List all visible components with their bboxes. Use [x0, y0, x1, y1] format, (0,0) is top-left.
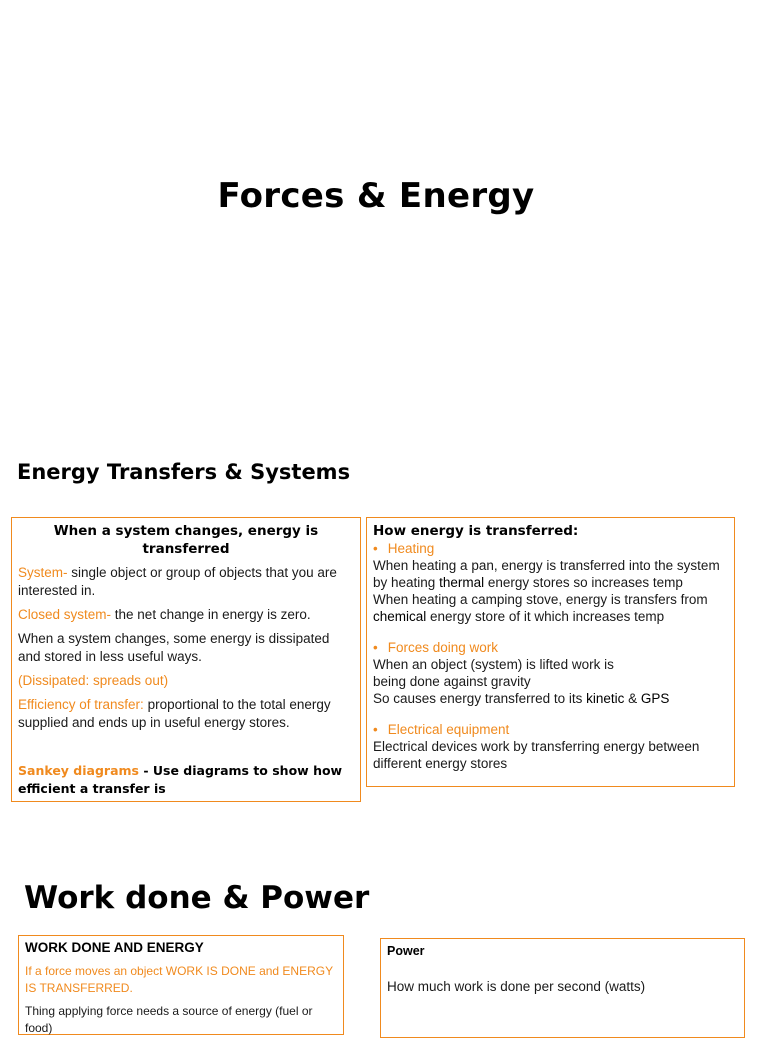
system-changes-box	[11, 517, 361, 802]
efficiency-term: Efficiency of transfer:	[18, 697, 144, 712]
efficiency-definition	[18, 696, 354, 732]
heating-line-1: When heating a pan, energy is transferred into the system	[373, 558, 720, 573]
heating-line-3: When heating a camping stove, energy is transfers from	[373, 592, 708, 607]
forces-line-3	[373, 690, 728, 707]
efficiency-def: proportional to the total energy supplied and ends up in useful energy stores.	[18, 697, 331, 730]
power-box	[380, 938, 745, 1038]
forces-line-1: When an object (system) is lifted work is	[373, 657, 614, 672]
kinetic-term: kinetic	[586, 691, 625, 706]
closed-system-def: the net change in energy is zero.	[111, 607, 311, 622]
work-done-text: Thing applying force needs a source of energy (fuel or food)	[25, 1004, 313, 1035]
electrical-line-1: Electrical devices work by transferring energy between	[373, 739, 700, 754]
how-energy-transferred-title: How energy is transferred:	[373, 523, 579, 539]
heating-line-2c: energy stores so increases temp	[484, 575, 683, 590]
energy-transfers-heading: Energy Transfers & Systems	[17, 460, 351, 484]
system-changes-title: When a system changes, energy is transferred	[53, 523, 319, 557]
gps-term: GPS	[640, 691, 670, 706]
page-title: Forces & Energy	[217, 176, 535, 216]
work-done-title: WORK DONE AND ENERGY	[25, 940, 204, 955]
dissipated-def: spreads out)	[89, 673, 169, 688]
forces-bullet: • Forces doing work	[373, 639, 728, 656]
electrical-line-2: different energy stores	[373, 756, 508, 771]
heating-bullet: • Heating	[373, 540, 728, 557]
forces-line-2: being done against gravity	[373, 674, 531, 689]
heating-line-4	[373, 608, 728, 625]
dissipated-term: (Dissipated:	[18, 673, 90, 688]
power-title: Power	[387, 944, 425, 958]
power-text: How much work is done per second (watts)	[387, 979, 646, 994]
sankey-term: Sankey diagrams	[18, 763, 139, 778]
system-definition	[18, 564, 354, 600]
how-energy-transferred-box	[366, 517, 735, 787]
heating-line-4b: energy store of it which increases temp	[426, 609, 665, 624]
closed-system-definition	[18, 606, 354, 624]
system-def: single object or group of objects that you are interested in.	[18, 565, 337, 598]
electrical-bullet: • Electrical equipment	[373, 721, 728, 738]
chemical-term: chemical	[373, 609, 427, 624]
closed-system-term: Closed system-	[18, 607, 112, 622]
dissipated-definition	[18, 672, 354, 690]
forces-line-3a: So causes energy transferred to its	[373, 691, 587, 706]
heating-line-2	[373, 574, 728, 591]
work-done-orange-text: If a force moves an object WORK IS DONE and ENERGY IS TRANSFERRED.	[25, 964, 333, 995]
work-done-box	[18, 935, 344, 1035]
sankey-definition	[18, 762, 354, 798]
system-term: System-	[18, 565, 68, 580]
forces-line-3c: &	[624, 691, 641, 706]
sankey-def: - Use diagrams to show how efficient a transfer is	[18, 763, 343, 796]
work-done-heading: Work done & Power	[24, 880, 370, 916]
thermal-term: thermal	[439, 575, 485, 590]
heating-line-2a: by heating	[373, 575, 440, 590]
dissipation-text: When a system changes, some energy is dissipated and stored in less useful ways.	[18, 631, 330, 664]
